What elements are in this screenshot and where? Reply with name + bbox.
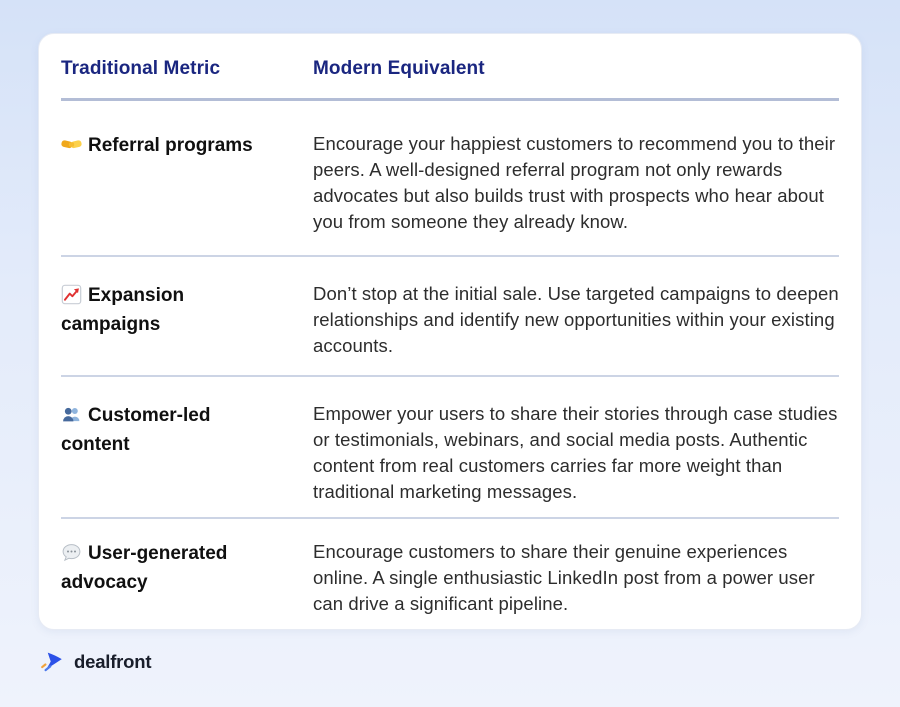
table-row (61, 517, 839, 629)
description-cell: Don’t stop at the initial sale. Use targeted campaigns to deepen relationships and identify new opportunities within your existing accounts. (313, 283, 839, 356)
dealfront-logo (40, 648, 151, 675)
dealfront-logo-text: dealfront (74, 650, 152, 672)
metric-label: Customer-led content (61, 405, 211, 455)
table-row (61, 101, 839, 255)
table-header-row (61, 34, 839, 101)
metric-cell (61, 539, 313, 617)
comparison-table-card (38, 33, 862, 630)
handshake-icon (61, 134, 82, 155)
metric-cell (61, 131, 313, 235)
dealfront-logo-icon (40, 648, 67, 675)
metric-label: Expansion campaigns (61, 285, 185, 335)
column-header-modern-equivalent: Modern Equivalent (313, 58, 485, 79)
speech-balloon-icon (61, 542, 82, 563)
description-cell: Encourage customers to share their genuine experiences online. A single enthusiastic LinkedIn post from a power user can drive a significant pipeline. (313, 541, 815, 614)
metric-cell (61, 401, 313, 505)
table-row (61, 375, 839, 517)
busts-in-silhouette-icon (61, 404, 82, 425)
metric-label: User-generated advocacy (61, 543, 228, 593)
table-row (61, 255, 839, 375)
description-cell: Empower your users to share their stories through case studies or testimonials, webinars, and social media posts. Authentic content from real customers carries far more weight than traditional marketing messages. (313, 403, 838, 502)
column-header-traditional-metric: Traditional Metric (61, 58, 221, 79)
chart-increasing-icon (61, 284, 82, 305)
description-cell: Encourage your happiest customers to recommend you to their peers. A well-designed referral program not only rewards advocates but also builds trust with prospects who hear about you from someone they already know. (313, 133, 836, 232)
metric-label: Referral programs (88, 135, 253, 156)
metric-cell (61, 281, 313, 359)
